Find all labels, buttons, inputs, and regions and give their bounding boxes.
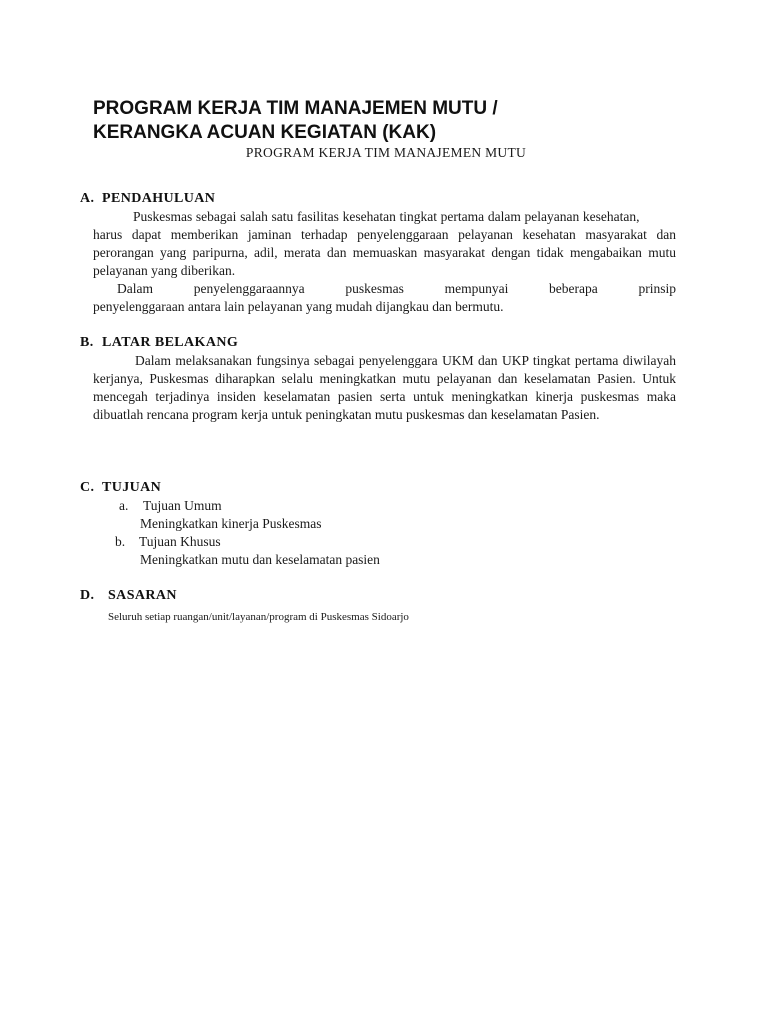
section-heading-tujuan: [80, 479, 676, 497]
section-tujuan: [80, 479, 676, 569]
tujuan-list: [80, 497, 676, 569]
document-subtitle-text: PROGRAM KERJA TIM MANAJEMEN MUTU: [245, 145, 527, 160]
list-item-description: Meningkatkan mutu dan keselamatan pasien: [140, 552, 380, 567]
section-title: SASARAN: [108, 588, 177, 603]
document-title: [93, 97, 653, 145]
pendahuluan-paragraph-1: Puskesmas sebagai salah satu fasilitas kesehatan tingkat pertama dalam pelayanan kesehatan, harus dapat memberikan jaminan terhadap penyelenggaraan pelayanan kesehatan masyarakat dan perorangan yang paripurna, adil, merata dan memuaskan masyarakat dengan tidak mengabaikan mutu pelayanan yang diberikan.: [93, 209, 676, 278]
section-heading-latar-belakang: [80, 334, 676, 352]
sasaran-text: Seluruh setiap ruangan/unit/layanan/program di Puskesmas Sidoarjo: [108, 611, 409, 623]
pendahuluan-paragraph-2-line-1: Dalam penyelenggaraannya puskesmas mempunyai beberapa prinsip: [117, 281, 676, 296]
section-letter: B.: [80, 335, 94, 350]
document-title-line-1: PROGRAM KERJA TIM MANAJEMEN MUTU /: [93, 98, 498, 119]
list-item: [80, 533, 676, 569]
section-letter: C.: [80, 480, 95, 495]
document-subtitle: [0, 145, 768, 161]
list-marker: a.: [119, 498, 129, 513]
document-title-line-2: KERANGKA ACUAN KEGIATAN (KAK): [93, 122, 437, 143]
section-title: TUJUAN: [102, 480, 162, 495]
section-sasaran: [80, 587, 676, 625]
section-heading-sasaran: [80, 587, 676, 605]
section-letter: D.: [80, 588, 95, 603]
list-item-label: Tujuan Khusus: [139, 534, 221, 549]
list-item: [80, 497, 676, 533]
section-heading-pendahuluan: [80, 190, 676, 208]
pendahuluan-paragraph-2-line-2: penyelenggaraan antara lain pelayanan yang mudah dijangkau dan bermutu.: [93, 299, 504, 314]
list-item-description: Meningkatkan kinerja Puskesmas: [140, 516, 322, 531]
list-marker: b.: [115, 534, 126, 549]
section-letter: A.: [80, 191, 95, 206]
section-pendahuluan: [80, 190, 676, 316]
section-latar-belakang: [80, 334, 676, 424]
section-title: PENDAHULUAN: [102, 191, 216, 206]
section-title: LATAR BELAKANG: [102, 335, 239, 350]
latar-belakang-paragraph: Dalam melaksanakan fungsinya sebagai penyelenggara UKM dan UKP tingkat pertama diwilayah kerjanya, Puskesmas diharapkan selalu meningkatkan mutu pelayanan dan keselamatan Pasien. Untuk mencegah terjadinya insiden keselamatan pasien serta untuk meningkatkan kinerja puskesmas maka dibuatlah rencana program kerja untuk peningkatan mutu puskesmas dan keselamatan Pasien.: [93, 353, 676, 422]
list-item-label: Tujuan Umum: [143, 498, 222, 513]
